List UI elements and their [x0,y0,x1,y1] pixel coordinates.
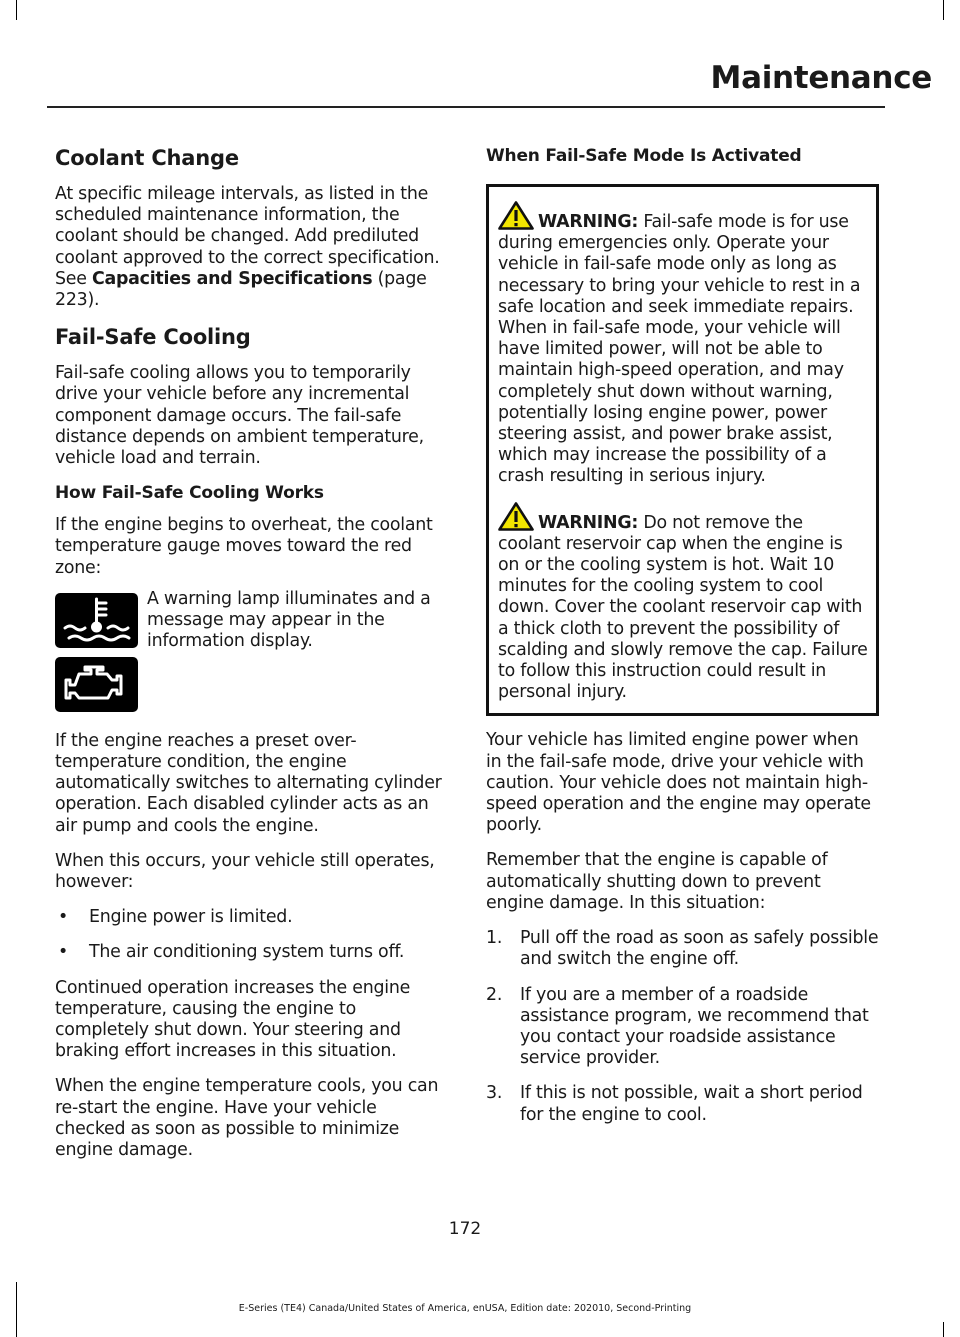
bullet-text: Engine power is limited. [89,907,293,928]
capacities-specifications-link[interactable]: Capacities and Specifications [91,268,373,289]
check-engine-icon [55,657,138,712]
warning-lamps-row [55,588,448,717]
page-number: 172 [448,1219,482,1239]
step-number: 3. [486,1083,503,1104]
coolant-change-heading: Coolant Change [55,146,239,170]
coolant-change-text: At specific mileage intervals, as listed in the scheduled maintenance information, the coolant should be changed. Add prediluted coolant approved to the correct specification. See [55,184,440,289]
fail-safe-cooling-paragraph: Fail-safe cooling allows you to temporarily drive your vehicle before any incremental component damage occurs. The fail-safe distance depends on ambient temperature, vehicle load and terrain. [55,363,424,469]
continued-operation-paragraph: Continued operation increases the engine temperature, causing the engine to completely shut down. Your steering and braking effort increases in this situation. [55,977,411,1062]
how-fail-safe-works-heading: How Fail-Safe Cooling Works [55,483,324,504]
warning-triangle-icon [498,201,534,230]
left-column [55,146,448,1175]
list-item [486,985,879,1070]
right-column [486,146,879,1140]
engine-cools-paragraph: When the engine temperature cools, you can re-start the engine. Have your vehicle checked as soon as possible to minimize engine damage. [55,1076,439,1161]
when-occurs-paragraph: When this occurs, your vehicle still operates, however: [55,850,435,893]
crop-mark-bottom-right [943,1322,944,1337]
warning-text: Fail-safe mode is for use during emergencies only. Operate your vehicle in fail-safe mode only as long as necessary to bring your vehicle to rest in a safe location and seek immediate repairs. When in fail-safe mode, your vehicle will have limited power, will not be able to maintain high-speed operation, and may completely shut down without warning, potentially losing engine power, power steering assist, and power brake assist, which may increase the possibility of a crash resulting in serious injury. [498,212,861,487]
page-title: Maintenance [710,60,932,96]
warning-label: WARNING: [538,212,639,232]
crop-mark-top-right [943,0,944,20]
warning-box [486,184,879,716]
warning-fail-safe [498,201,868,488]
step-text: If this is not possible, wait a short period for the engine to cool. [520,1083,863,1125]
bullet-marker: • [58,907,69,928]
page-reference: (page 223). [55,268,427,311]
fail-safe-cooling-heading: Fail-Safe Cooling [55,325,251,350]
crop-mark-top-left [16,0,17,20]
warning-label: WARNING: [538,512,639,533]
warning-triangle-icon [498,502,534,531]
edition-footer: E-Series (TE4) Canada/United States of America, enUSA, Edition date: 202010, Second-Printing [238,1303,692,1314]
step-text: Pull off the road as soon as safely possible and switch the engine off. [520,928,879,970]
coolant-temperature-warning-icon [55,593,138,648]
list-item [486,1083,879,1125]
list-item [55,907,448,928]
warning-reservoir-cap [498,502,868,704]
bullet-text: The air conditioning system turns off. [89,942,405,963]
over-temperature-paragraph: If the engine reaches a preset over-temperature condition, the engine automatically switches to alternating cylinder operation. Each disabled cylinder acts as an air pump and cools the engine. [55,730,442,836]
step-number: 1. [486,928,503,949]
header-divider [47,106,885,108]
step-text: If you are a member of a roadside assistance program, we recommend that you contact your roadside assistance service provider. [520,984,869,1069]
warning-text: Do not remove the coolant reservoir cap when the engine is on or the cooling system is hot. Wait 10 minutes for the cooling system to cool down. Cover the coolant reservoir cap with a thick cloth to prevent the possibility of scalding and slowly remove the cap. Failure to follow this instruction could result in personal injury. [498,512,868,703]
list-item [486,928,879,970]
bullet-marker: • [58,942,69,963]
overheat-intro-paragraph: If the engine begins to overheat, the coolant temperature gauge moves toward the red zone: [55,515,433,578]
remember-paragraph: Remember that the engine is capable of automatically shutting down to prevent engine damage. In this situation: [486,850,828,913]
step-number: 2. [486,984,503,1005]
fail-safe-activated-heading: When Fail-Safe Mode Is Activated [486,146,802,166]
coolant-change-paragraph [55,184,448,311]
list-item [55,942,448,963]
warning-lamp-text: A warning lamp illuminates and a message may appear in the information display. [147,588,431,652]
limited-power-paragraph: Your vehicle has limited engine power when in the fail-safe mode, drive your vehicle with caution. Your vehicle does not maintain high-speed operation and the engine may operate poorly. [486,730,871,836]
